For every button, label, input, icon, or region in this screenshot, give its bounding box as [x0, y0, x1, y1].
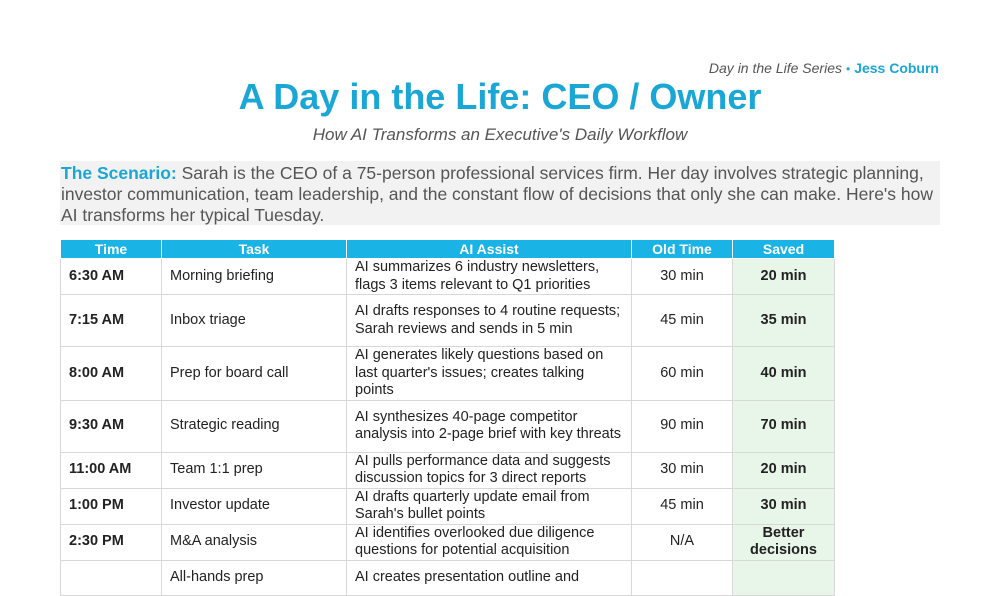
task-cell: Morning briefing	[162, 259, 347, 295]
col-header-time: Time	[61, 240, 162, 259]
saved-cell: 40 min	[733, 347, 835, 401]
task-cell: All-hands prep	[162, 560, 347, 595]
task-cell: Inbox triage	[162, 295, 347, 347]
scenario-label: The Scenario:	[61, 163, 177, 183]
table-row	[61, 295, 835, 347]
ai-assist-cell: AI summarizes 6 industry newsletters, flags 3 items relevant to Q1 priorities	[347, 259, 632, 295]
series-header	[709, 60, 939, 76]
separator-dot: •	[845, 62, 851, 76]
ai-assist-cell: AI drafts quarterly update email from Sarah's bullet points	[347, 488, 632, 524]
old-time-cell: 30 min	[632, 452, 733, 488]
series-name: Day in the Life Series	[708, 60, 842, 76]
time-cell: 6:30 AM	[61, 259, 162, 295]
table-row	[61, 524, 835, 560]
old-time-cell: 30 min	[632, 259, 733, 295]
time-cell: 8:00 AM	[61, 347, 162, 401]
task-cell: Investor update	[162, 488, 347, 524]
time-cell: 7:15 AM	[61, 295, 162, 347]
time-cell: 1:00 PM	[61, 488, 162, 524]
scenario-box	[60, 161, 940, 225]
time-cell: 9:30 AM	[61, 400, 162, 452]
old-time-cell: N/A	[632, 524, 733, 560]
saved-cell: 20 min	[733, 452, 835, 488]
table-header-row	[61, 240, 835, 259]
saved-cell	[733, 560, 835, 595]
saved-cell: 35 min	[733, 295, 835, 347]
task-cell: Strategic reading	[162, 400, 347, 452]
col-header-old-time: Old Time	[632, 240, 733, 259]
time-cell: 11:00 AM	[61, 452, 162, 488]
table-row	[61, 452, 835, 488]
saved-cell: 30 min	[733, 488, 835, 524]
time-cell: 2:30 PM	[61, 524, 162, 560]
table-row	[61, 488, 835, 524]
old-time-cell: 60 min	[632, 347, 733, 401]
col-header-ai-assist: AI Assist	[347, 240, 632, 259]
old-time-cell: 45 min	[632, 488, 733, 524]
task-cell: Team 1:1 prep	[162, 452, 347, 488]
ai-assist-cell: AI identifies overlooked due diligence questions for potential acquisition	[347, 524, 632, 560]
task-cell: M&A analysis	[162, 524, 347, 560]
table-row	[61, 560, 835, 595]
saved-cell: 70 min	[733, 400, 835, 452]
col-header-saved: Saved	[733, 240, 835, 259]
schedule-table	[60, 239, 835, 596]
time-cell	[61, 560, 162, 595]
old-time-cell	[632, 560, 733, 595]
page-title: A Day in the Life: CEO / Owner	[238, 76, 762, 117]
col-header-task: Task	[162, 240, 347, 259]
saved-cell: Better decisions	[733, 524, 835, 560]
saved-cell: 20 min	[733, 259, 835, 295]
old-time-cell: 90 min	[632, 400, 733, 452]
ai-assist-cell: AI synthesizes 40-page competitor analysis into 2-page brief with key threats	[347, 400, 632, 452]
ai-assist-cell: AI creates presentation outline and	[347, 560, 632, 595]
task-cell: Prep for board call	[162, 347, 347, 401]
table-row	[61, 259, 835, 295]
ai-assist-cell: AI drafts responses to 4 routine requests; Sarah reviews and sends in 5 min	[347, 295, 632, 347]
ai-assist-cell: AI pulls performance data and suggests discussion topics for 3 direct reports	[347, 452, 632, 488]
table-row	[61, 400, 835, 452]
page-subtitle: How AI Transforms an Executive's Daily Workflow	[312, 125, 688, 144]
old-time-cell: 45 min	[632, 295, 733, 347]
scenario-text: Sarah is the CEO of a 75-person professional services firm. Her day involves strategic planning, investor communication, team leadership, and the constant flow of decisions that only she can make. Here's how AI transforms her typical Tuesday.	[61, 163, 933, 225]
table-row	[61, 347, 835, 401]
author-name: Jess Coburn	[854, 60, 939, 76]
ai-assist-cell: AI generates likely questions based on last quarter's issues; creates talking points	[347, 347, 632, 401]
